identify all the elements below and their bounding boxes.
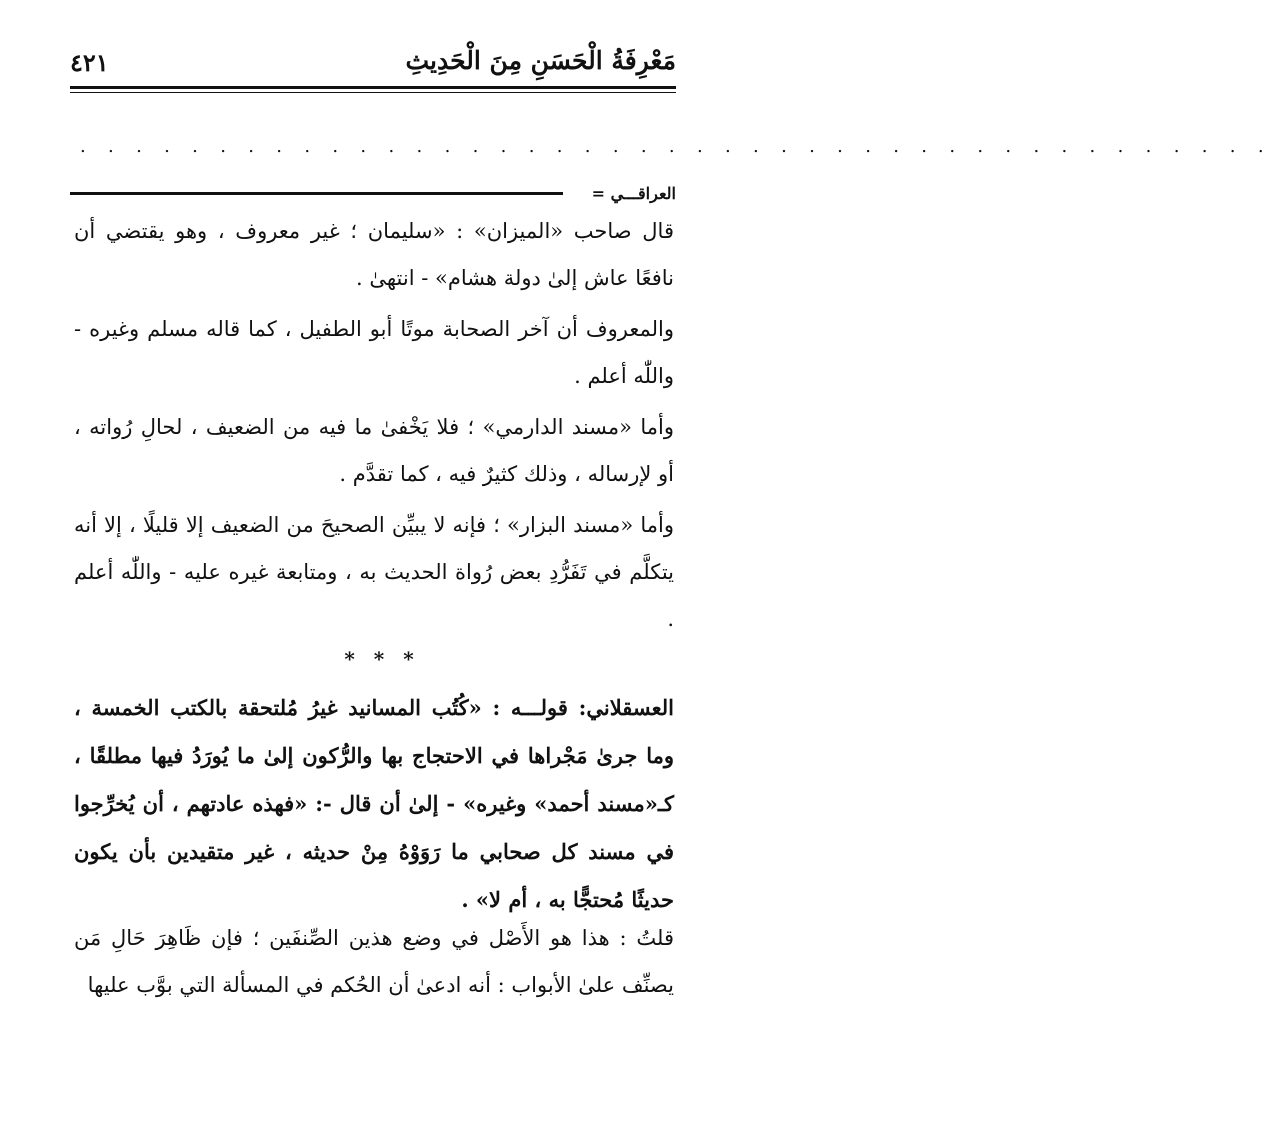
iraqi-rule: [70, 192, 563, 195]
paragraph-bazzar: وأما «مسند البزار» ؛ فإنه لا يبيِّن الصحيحَ من الضعيف إلا قليلًا ، إلا أنه يتكلَّم في تَفَرُّدِ بعض رُواة الحديث به ، ومتابعة غيره عليه - واللّٰه أعلم .: [74, 513, 674, 631]
iraqi-label: العراقـــي =: [591, 184, 676, 203]
header-title: مَعْرِفَةُ الْحَسَنِ مِنَ الْحَدِيثِ: [405, 46, 676, 75]
paragraph-mizan: قال صاحب «الميزان» : «سليمان ؛ غير معروف ، وهو يقتضي أن نافعًا عاش إلىٰ دولة هشام» - انتهىٰ .: [74, 219, 674, 290]
closing-paragraph: قلتُ : هذا هو الأَصْل في وضع هذين الصِّنفَين ؛ فإن ظَاهِرَ حَالِ مَن يصنِّف علىٰ الأبواب : أنه ادعىٰ أن الحُكم في المسألة التي بوَّب عليها: [74, 926, 674, 997]
paragraph-last-companion: والمعروف أن آخر الصحابة موتًا أبو الطفيل ، كما قاله مسلم وغيره - واللّٰه أعلم .: [74, 317, 674, 388]
asqalani-name: العسقلاني:: [578, 695, 674, 720]
iraqi-commentary: [74, 208, 674, 643]
ellipsis-dots: . . . . . . . . . . . . . . . . . . . . . . . . . . . . . . . . . . . . . . . . . . .: [80, 136, 1272, 157]
paragraph-darimi: وأما «مسند الدارمي» ؛ فلا يَخْفىٰ ما فيه من الضعيف ، لحالِ رُواته ، أو لإرساله ، وذلك كثيرٌ فيه ، كما تقدَّم .: [74, 415, 674, 486]
header-rule-thin: [70, 92, 676, 93]
page-number: ٤٢١: [70, 48, 109, 77]
header-rule-thick: [70, 86, 676, 89]
running-header: [70, 40, 676, 86]
section-separator: * * *: [344, 647, 420, 671]
asqalani-quote: قولـــه : «كُتُب المسانيد غيرُ مُلتحقة بالكتب الخمسة ، وما جرىٰ مَجْراها في الاحتجاج بها والرُّكون إلىٰ ما يُورَدُ فيها مطلقًا ، كـ«مسند أحمد» وغيره» - إلىٰ أن قال -: «فهذه عادتهم ، أن يُخرِّجوا في مسند كل صحابي ما رَوَوْهُ مِنْ حديثه ، غير متقيدين بأن يكون حديثًا مُحتجًّا به ، أم لا» .: [74, 695, 674, 912]
asqalani-passage: [74, 684, 674, 924]
